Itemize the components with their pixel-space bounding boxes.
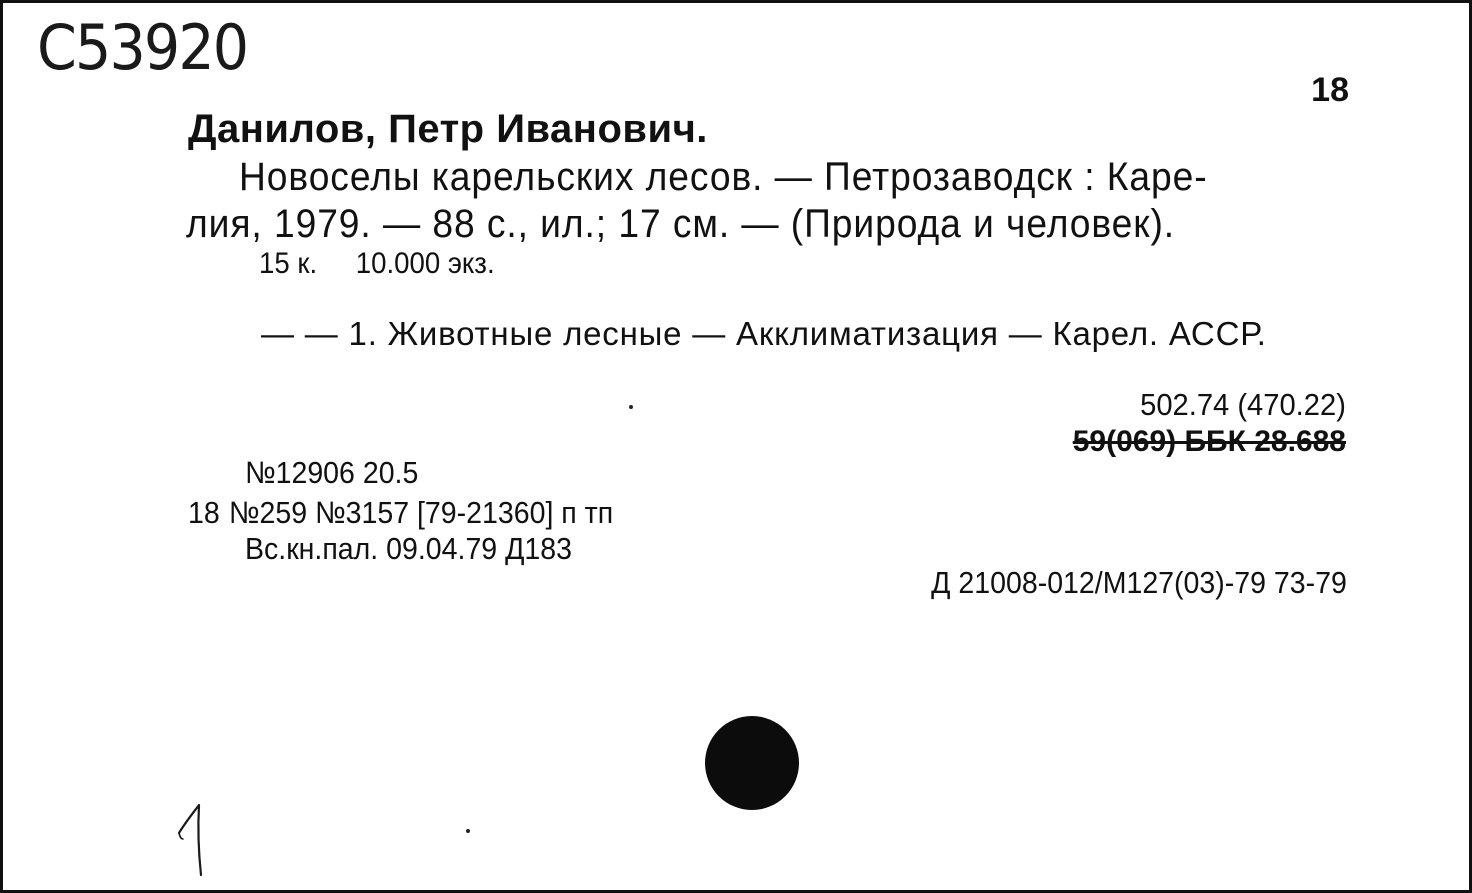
- handwritten-mark: [171, 799, 221, 879]
- bbk-index-struck: 59(069) ББК 28.688: [1072, 425, 1346, 458]
- print-info-prefix: 18: [188, 495, 220, 530]
- call-number: С53920: [37, 11, 248, 84]
- author-heading: Данилов, Петр Иванович.: [188, 107, 708, 151]
- punch-hole: [705, 716, 799, 810]
- card-number: 18: [1311, 71, 1349, 109]
- print-info-text: №259 №3157 [79-21360] п тп: [228, 495, 614, 530]
- description-line-1: Новоселы карельских лесов. — Петрозаводск : Каре-: [239, 155, 1208, 199]
- print-run: 10.000 экз.: [355, 247, 495, 280]
- udc-index: 502.74 (470.22): [1140, 387, 1346, 422]
- ink-speck: [629, 405, 633, 409]
- ink-speck: [466, 829, 470, 833]
- book-chamber-line: Вс.кн.пал. 09.04.79 Д183: [245, 531, 573, 566]
- subject-heading: — — 1. Животные лесные — Акклиматизация — Карел. АССР.: [261, 315, 1267, 352]
- description-line-2: лия, 1979. — 88 с., ил.; 17 см. — (Природа и человек).: [186, 202, 1176, 246]
- price-and-print-run: [259, 247, 495, 281]
- publisher-code: Д 21008-012/М127(03)-79 73-79: [931, 565, 1347, 600]
- order-number: №12906 20.5: [245, 455, 419, 490]
- print-info: [188, 495, 613, 531]
- price: 15 к.: [259, 247, 318, 280]
